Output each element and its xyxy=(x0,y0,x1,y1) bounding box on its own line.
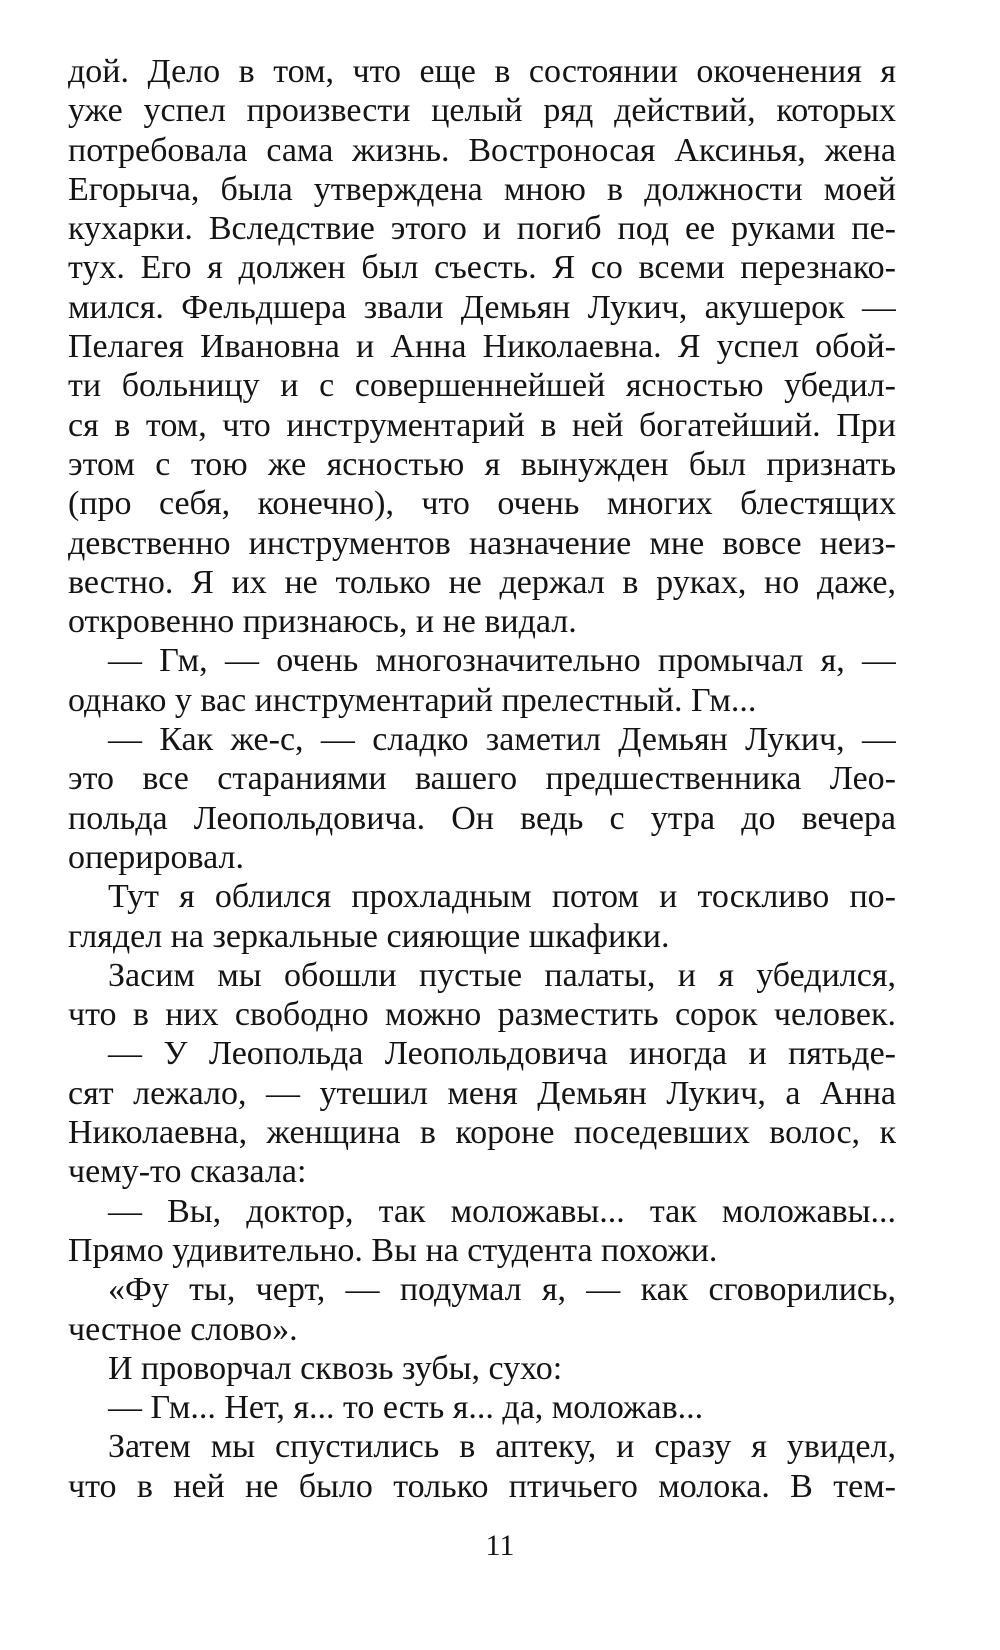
text-line: этом с тою же ясностью я вынужден был признать xyxy=(68,445,896,483)
text-line: «Фу ты, черт, — подумал я, — как сговорились, xyxy=(108,1271,896,1309)
text-line: вестно. Я их не только не держал в руках, но даже, xyxy=(68,563,896,601)
text-line: потребовала сама жизнь. Востроносая Аксинья, жена xyxy=(68,131,896,169)
text-line: глядел на зеркальные сияющие шкафики. xyxy=(68,917,670,955)
text-line: — Как же-с, — сладко заметил Демьян Лукич, — xyxy=(108,721,896,759)
text-line: что в ней не было только птичьего молока. В тем- xyxy=(68,1467,896,1505)
text-line: сят лежало, — утешил меня Демьян Лукич, а Анна xyxy=(68,1074,896,1112)
text-line: — Вы, доктор, так моложавы... так моложавы... xyxy=(108,1192,896,1230)
text-line: Прямо удивительно. Вы на студента похожи. xyxy=(68,1231,718,1269)
text-line: (про себя, конечно), что очень многих блестящих xyxy=(68,485,896,523)
text-line: однако у вас инструментарий прелестный. Гм... xyxy=(68,681,757,719)
text-line: кухарки. Вследствие этого и погиб под ее руками пе- xyxy=(68,210,896,248)
text-line: — У Леопольда Леопольдовича иногда и пятьде- xyxy=(108,1035,896,1073)
text-line: уже успел произвести целый ряд действий, которых xyxy=(68,92,896,130)
text-line: мился. Фельдшера звали Демьян Лукич, акушерок — xyxy=(68,288,896,326)
text-line: откровенно признаюсь, и не видал. xyxy=(68,603,577,641)
text-line: — Гм... Нет, я... то есть я... да, моложав... xyxy=(108,1389,704,1427)
text-line: честное слово». xyxy=(68,1310,298,1348)
text-line: Засим мы обошли пустые палаты, и я убедился, xyxy=(108,956,896,994)
text-line: Пелагея Ивановна и Анна Николаевна. Я успел обой- xyxy=(68,328,896,366)
text-line: чему-то сказала: xyxy=(68,1153,307,1191)
text-line: это все стараниями вашего предшественника Лео- xyxy=(68,760,896,798)
body-text xyxy=(68,52,896,1506)
text-line: оперировал. xyxy=(68,838,244,876)
text-line: польда Леопольдовича. Он ведь с утра до вечера xyxy=(68,799,896,837)
text-line: ся в том, что инструментарий в ней богатейший. При xyxy=(68,406,896,444)
text-line: Затем мы спустились в аптеку, и сразу я увидел, xyxy=(108,1428,896,1466)
text-line: тух. Его я должен был съесть. Я со всеми перезнако- xyxy=(68,249,896,287)
text-line: Николаевна, женщина в короне поседевших волос, к xyxy=(68,1114,896,1152)
text-line: Егорыча, была утверждена мною в должности моей xyxy=(68,170,896,208)
text-line: дой. Дело в том, что еще в состоянии окоченения я xyxy=(68,53,896,90)
text-line: — Гм, — очень многозначительно промычал я, — xyxy=(108,642,896,680)
text-line: что в них свободно можно разместить сорок человек. xyxy=(68,996,896,1034)
page-number: 11 xyxy=(485,1529,515,1562)
text-line: ти больницу и с совершеннейшей ясностью убедил- xyxy=(68,367,896,405)
text-line: Тут я облился прохладным потом и тоскливо по- xyxy=(108,878,896,916)
text-line: И проворчал сквозь зубы, сухо: xyxy=(108,1349,563,1387)
text-line: девственно инструментов назначение мне вовсе неиз- xyxy=(68,524,896,562)
